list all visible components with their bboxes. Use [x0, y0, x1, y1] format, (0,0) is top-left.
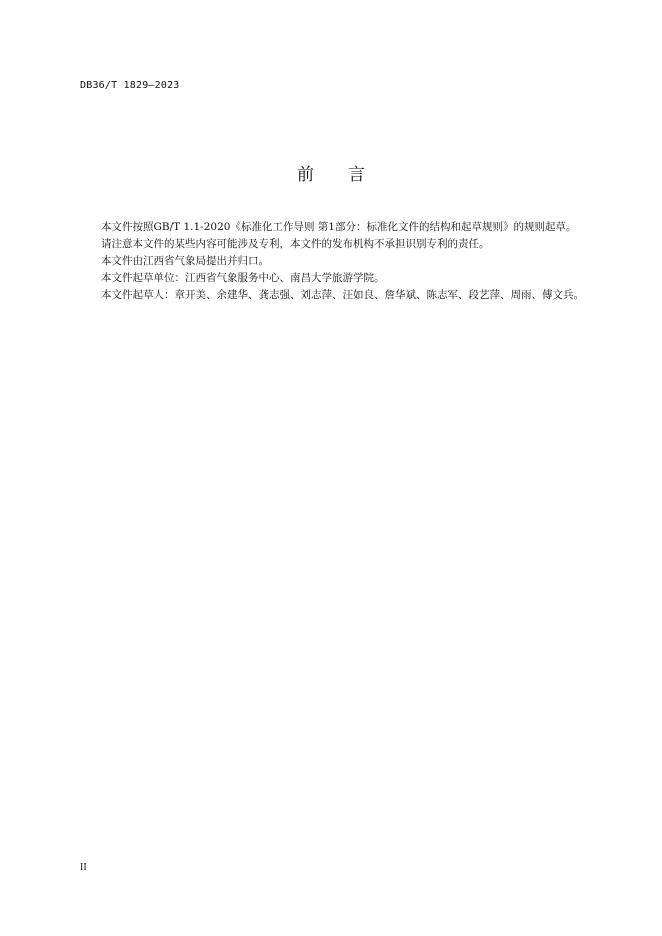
- paragraph-drafters: 本文件起草人：章开美、余建华、龚志强、刘志萍、汪如良、詹华斌、陈志军、段艺萍、周雨、傅文兵。: [101, 289, 584, 301]
- preface-body: [80, 219, 600, 304]
- page-number: II: [80, 862, 87, 873]
- document-code-header: DB36/T 1829—2023: [80, 80, 180, 91]
- paragraph-proposer: 本文件由江西省气象局提出并归口。: [101, 255, 269, 267]
- paragraph-patent-notice: 请注意本文件的某些内容可能涉及专利，本文件的发布机构不承担识别专利的责任。: [101, 238, 490, 250]
- paragraph-drafting-rules: 本文件按照GB/T 1.1-2020《标准化工作导则 第1部分：标准化文件的结构和起草规则》的规则起草。: [101, 221, 577, 233]
- section-title: 前 言: [297, 165, 365, 185]
- paragraph-drafting-units: 本文件起草单位：江西省气象服务中心、南昌大学旅游学院。: [101, 272, 385, 284]
